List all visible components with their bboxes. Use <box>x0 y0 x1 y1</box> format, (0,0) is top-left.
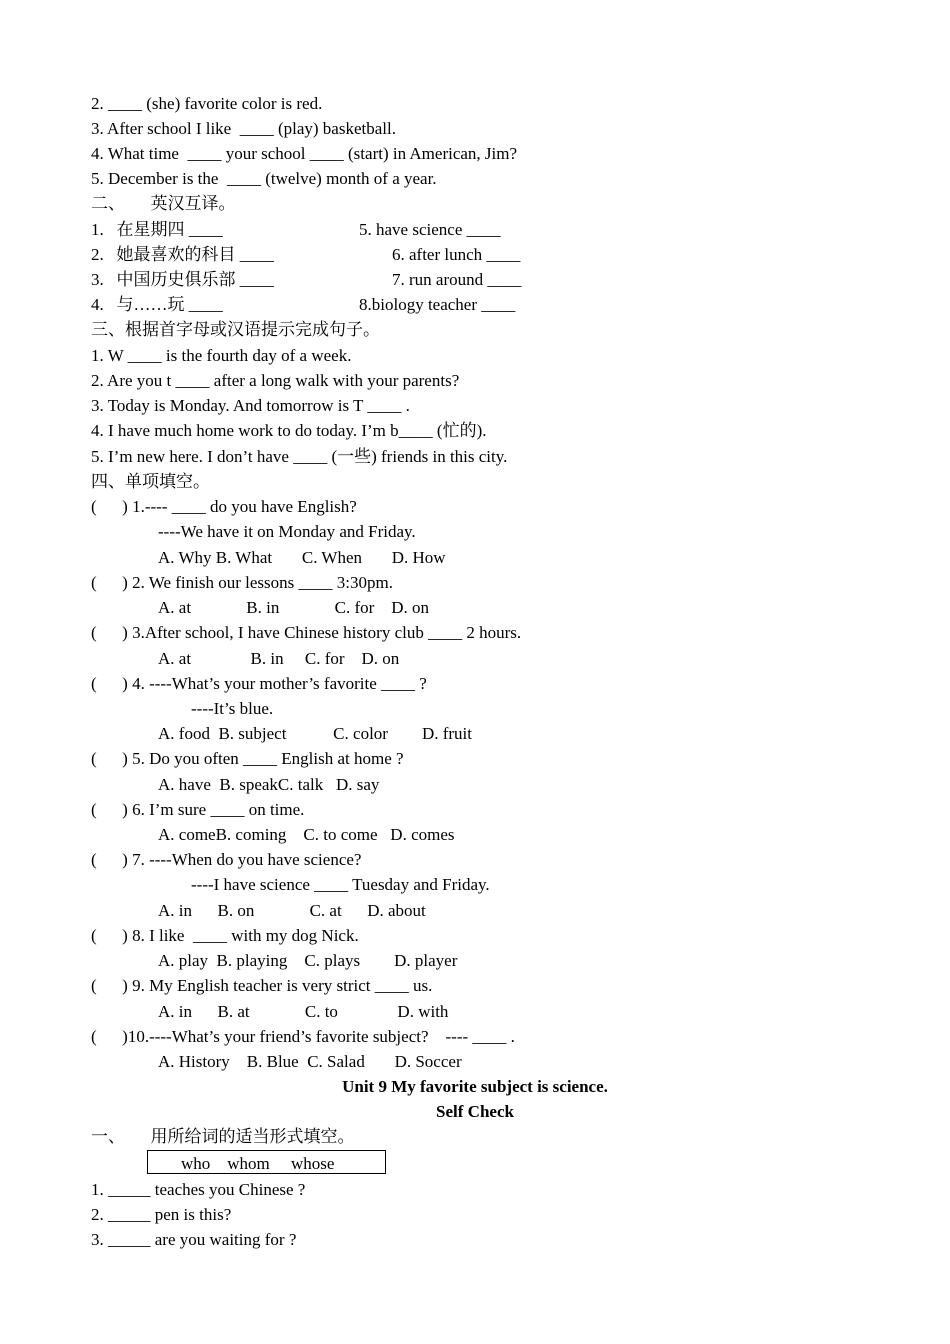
options-line: A. Why B. What C. When D. How <box>158 548 446 567</box>
translation-item: 1. 在星期四 ____ <box>91 220 223 239</box>
question-line: ( ) 3.After school, I have Chinese history club ____ 2 hours. <box>91 623 522 642</box>
section-heading: 四、单项填空。 <box>91 472 210 491</box>
exercise-line: 3. After school I like ____ (play) basketball. <box>91 119 396 138</box>
exercise-line: 4. What time ____ your school ____ (start) in American, Jim? <box>91 144 518 163</box>
exercise-line: 1. _____ teaches you Chinese ? <box>91 1180 306 1199</box>
section-heading: 二、 英汉互译。 <box>91 194 236 213</box>
translation-item: 5. have science ____ <box>359 220 501 239</box>
unit-title: Unit 9 My favorite subject is science. <box>342 1077 608 1096</box>
options-line: A. at B. in C. for D. on <box>158 598 430 617</box>
exercise-line: 2. ____ (she) favorite color is red. <box>91 94 323 113</box>
unit-subtitle: Self Check <box>436 1102 514 1121</box>
exercise-line: 5. I’m new here. I don’t have ____ (一些) friends in this city. <box>91 447 508 466</box>
exercise-line: 5. December is the ____ (twelve) month of a year. <box>91 169 437 188</box>
exercise-line: 2. Are you t ____ after a long walk with your parents? <box>91 371 460 390</box>
translation-item: 7. run around ____ <box>392 270 522 289</box>
question-line: ( ) 1.---- ____ do you have English? <box>91 497 357 516</box>
options-line: A. in B. on C. at D. about <box>158 901 426 920</box>
answer-line: ----I have science ____ Tuesday and Friday. <box>191 875 490 894</box>
question-line: ( ) 7. ----When do you have science? <box>91 850 362 869</box>
question-line: ( ) 8. I like ____ with my dog Nick. <box>91 926 359 945</box>
exercise-line: 3. Today is Monday. And tomorrow is T ____ . <box>91 396 410 415</box>
options-line: A. at B. in C. for D. on <box>158 649 400 668</box>
translation-item: 6. after lunch ____ <box>392 245 521 264</box>
section-heading: 三、根据首字母或汉语提示完成句子。 <box>91 320 380 339</box>
options-line: A. food B. subject C. color D. fruit <box>158 724 472 743</box>
translation-item: 8.biology teacher ____ <box>359 295 516 314</box>
options-line: A. play B. playing C. plays D. player <box>158 951 458 970</box>
question-line: ( ) 2. We finish our lessons ____ 3:30pm. <box>91 573 393 592</box>
question-line: ( ) 4. ----What’s your mother’s favorite ____ ? <box>91 674 427 693</box>
exercise-line: 3. _____ are you waiting for ? <box>91 1230 297 1249</box>
word-box-words: who whom whose <box>181 1154 335 1173</box>
question-line: ( ) 5. Do you often ____ English at home ? <box>91 749 404 768</box>
exercise-line: 1. W ____ is the fourth day of a week. <box>91 346 352 365</box>
options-line: A. History B. Blue C. Salad D. Soccer <box>158 1052 462 1071</box>
options-line: A. have B. speakC. talk D. say <box>158 775 380 794</box>
exercise-line: 4. I have much home work to do today. I’m b____ (忙的). <box>91 421 487 440</box>
exercise-line: 2. _____ pen is this? <box>91 1205 232 1224</box>
question-line: ( ) 9. My English teacher is very strict ____ us. <box>91 976 433 995</box>
options-line: A. in B. at C. to D. with <box>158 1002 449 1021</box>
question-line: ( ) 6. I’m sure ____ on time. <box>91 800 305 819</box>
answer-line: ----We have it on Monday and Friday. <box>158 522 416 541</box>
answer-line: ----It’s blue. <box>191 699 274 718</box>
translation-item: 3. 中国历史俱乐部 ____ <box>91 270 274 289</box>
translation-item: 4. 与……玩 ____ <box>91 295 223 314</box>
question-line: ( )10.----What’s your friend’s favorite subject? ---- ____ . <box>91 1027 515 1046</box>
section-heading: 一、 用所给词的适当形式填空。 <box>91 1127 355 1146</box>
options-line: A. comeB. coming C. to come D. comes <box>158 825 455 844</box>
translation-item: 2. 她最喜欢的科目 ____ <box>91 245 274 264</box>
